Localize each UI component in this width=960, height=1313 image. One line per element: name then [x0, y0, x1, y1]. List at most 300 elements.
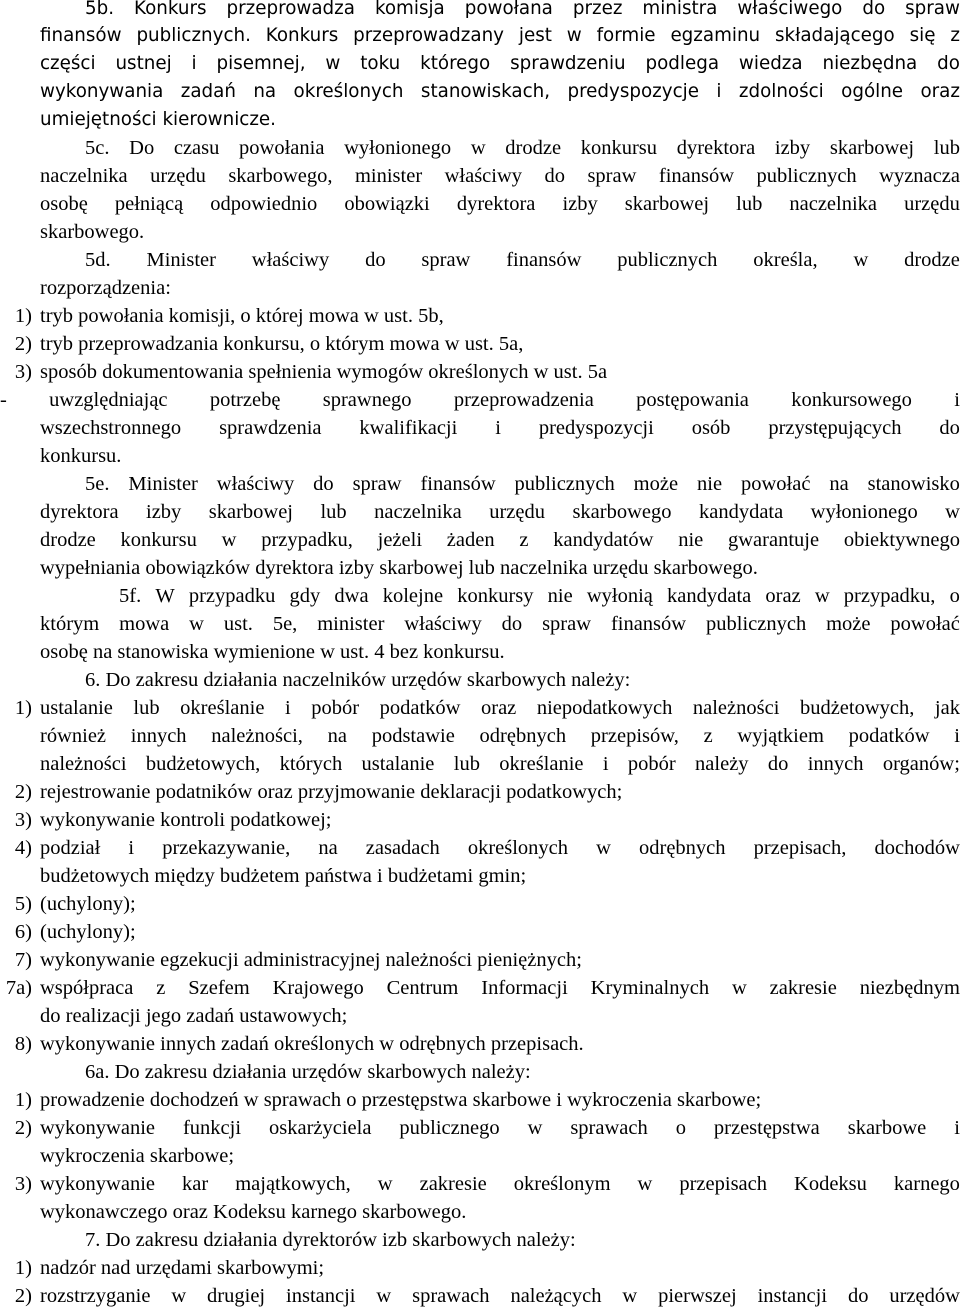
list-number: 3): [14, 361, 32, 383]
word: w: [853, 249, 869, 271]
word: wyłonionego: [344, 137, 452, 159]
text-line: wykroczenia skarbowe;: [40, 1145, 235, 1167]
text-line: tryb powołania komisji, o której mowa w ust. 5b,: [40, 305, 444, 327]
list-number: 2): [14, 1285, 32, 1307]
word: pisemnej,: [216, 53, 306, 74]
word: i: [284, 697, 291, 719]
word: wyjątkiem: [737, 725, 824, 747]
word: finansów: [420, 473, 496, 495]
word: -: [0, 389, 7, 411]
word: izby: [774, 137, 811, 159]
word: należności,: [211, 725, 303, 747]
word: powołana: [464, 0, 553, 19]
word: może: [633, 473, 679, 495]
word: w: [596, 837, 611, 859]
text-line: [40, 750, 960, 778]
list-number: 2): [14, 1117, 32, 1139]
text-line: rozporządzenia:: [40, 277, 171, 299]
word: ogólne: [841, 81, 904, 102]
text-line: [119, 582, 960, 610]
word: formie: [596, 25, 656, 46]
word: właściwego: [737, 0, 843, 19]
word: Kryminalnych: [590, 977, 710, 999]
word: pierwszej: [658, 1285, 737, 1307]
word: sprawach: [570, 1117, 648, 1139]
word: sprawdzenia: [219, 417, 322, 439]
word: egzaminu: [670, 25, 761, 46]
word: określa,: [753, 249, 818, 271]
word: innych: [807, 753, 864, 775]
word: do: [847, 1285, 869, 1307]
word: Krajowego: [272, 977, 364, 999]
word: skarbowej: [829, 137, 915, 159]
word: których: [279, 753, 343, 775]
word: do: [939, 417, 960, 439]
word: instancji: [286, 1285, 356, 1307]
word: spraw: [352, 473, 402, 495]
word: w: [470, 137, 486, 159]
word: gwarantuje: [728, 529, 820, 551]
word: wiedza: [738, 53, 803, 74]
word: oraz: [481, 697, 517, 719]
word: przystępujących: [768, 417, 902, 439]
word: kandydata: [667, 585, 752, 607]
word: zadań: [180, 81, 236, 102]
word: z: [156, 977, 166, 999]
text-line: [40, 1170, 960, 1198]
word: określonym: [513, 1173, 611, 1195]
word: do: [862, 0, 886, 19]
text-line: [40, 190, 960, 218]
word: odrębnych: [479, 725, 567, 747]
list-number: 6): [14, 921, 32, 943]
word: ustnej: [115, 53, 172, 74]
word: przypadku: [188, 585, 276, 607]
text-line: [40, 78, 960, 106]
word: należności: [40, 753, 127, 775]
word: lub: [133, 697, 160, 719]
word: finansów: [506, 249, 582, 271]
text-line: osobę na stanowiska wymienione w ust. 4 bez konkursu.: [40, 641, 505, 663]
word: naczelnika: [374, 501, 462, 523]
word: i: [954, 1117, 960, 1139]
word: przeprowadza: [226, 0, 355, 19]
text-line: 6. Do zakresu działania naczelników urzędów skarbowych należy:: [85, 669, 631, 691]
word: nie: [678, 529, 704, 551]
word: gdy: [289, 585, 321, 607]
word: odpowiednio: [210, 193, 318, 215]
word: wykonywania: [40, 81, 164, 102]
word: pobór: [311, 697, 360, 719]
word: obiektywnego: [843, 529, 960, 551]
word: osobę: [40, 193, 88, 215]
word: przekazywanie,: [162, 837, 291, 859]
word: części: [40, 53, 96, 74]
list-number: 7): [14, 949, 32, 971]
word: zdolności: [738, 81, 824, 102]
text-line: sposób dokumentowania spełnienia wymogów określonych w ust. 5a: [40, 361, 608, 383]
word: 5e.: [85, 473, 110, 495]
word: W: [155, 585, 175, 607]
word: stanowisko: [867, 473, 960, 495]
text-line: [40, 694, 960, 722]
word: nie: [697, 473, 723, 495]
text-line: [85, 246, 960, 274]
text-line: umiejętności kierownicze.: [40, 109, 276, 130]
word: publicznych: [706, 613, 807, 635]
text-line: nadzór nad urzędami skarbowymi;: [40, 1257, 325, 1279]
list-number: 1): [14, 1089, 32, 1111]
word: kolejne: [382, 585, 444, 607]
word: odrębnych: [639, 837, 726, 859]
list-number: 4): [14, 837, 32, 859]
word: się: [909, 25, 936, 46]
word: i: [954, 725, 960, 747]
word: w: [814, 585, 830, 607]
word: właściwy: [216, 473, 295, 495]
word: budżetowych,: [145, 753, 261, 775]
word: dyrektora: [456, 193, 536, 215]
word: do: [313, 473, 334, 495]
word: w: [221, 529, 237, 551]
word: urzędu: [150, 165, 206, 187]
word: obowiązki: [344, 193, 430, 215]
word: zasadach: [365, 837, 440, 859]
word: składającego: [775, 25, 895, 46]
word: określanie: [180, 697, 265, 719]
word: oraz: [920, 81, 960, 102]
word: drodze: [40, 529, 96, 551]
word: powołać: [740, 473, 811, 495]
word: urzędów: [889, 1285, 960, 1307]
text-line: [40, 414, 960, 442]
word: kar: [182, 1173, 209, 1195]
word: konkursu: [580, 137, 658, 159]
text-line: 7. Do zakresu działania dyrektorów izb skarbowych należy:: [85, 1229, 576, 1251]
list-number: 1): [14, 1257, 32, 1279]
word: dochodów: [874, 837, 960, 859]
word: kandydatów: [553, 529, 654, 551]
word: podatków: [379, 697, 461, 719]
word: również: [40, 725, 107, 747]
text-line: [40, 834, 960, 862]
word: Szefem: [188, 977, 250, 999]
word: powołania: [239, 137, 325, 159]
word: konkursy: [457, 585, 534, 607]
word: w: [637, 1173, 653, 1195]
word: przepisach,: [753, 837, 847, 859]
word: niezbędna: [822, 53, 918, 74]
word: Do: [129, 137, 155, 159]
word: lub: [933, 137, 960, 159]
word: i: [495, 417, 501, 439]
word: postępowania: [636, 389, 749, 411]
word: kandydata: [698, 501, 784, 523]
text-line: [40, 1282, 960, 1310]
word: minister: [354, 165, 423, 187]
word: jak: [934, 697, 960, 719]
text-line: wykonywanie egzekucji administracyjnej należności pieniężnych;: [40, 949, 582, 971]
word: na: [327, 725, 347, 747]
text-line: (uchylony);: [40, 893, 136, 915]
list-number: 2): [14, 333, 32, 355]
word: przeprowadzenia: [453, 389, 594, 411]
word: w: [622, 1285, 638, 1307]
word: pełniącą: [114, 193, 184, 215]
word: spraw: [421, 249, 471, 271]
word: w: [377, 1173, 393, 1195]
word: określonych: [293, 81, 404, 102]
word: niepodatkowych: [536, 697, 673, 719]
word: jest: [518, 25, 552, 46]
word: do: [365, 249, 386, 271]
word: minister: [317, 613, 385, 635]
word: kwalifikacji: [359, 417, 458, 439]
list-number: 3): [14, 809, 32, 831]
word: w: [376, 1285, 392, 1307]
text-line: [40, 162, 960, 190]
text-line: budżetowych między budżetem państwa i budżetami gmin;: [40, 865, 527, 887]
word: Informacji: [481, 977, 568, 999]
word: o: [675, 1117, 686, 1139]
word: majątkowych,: [235, 1173, 351, 1195]
word: w: [325, 53, 341, 74]
word: wykonywanie: [40, 1173, 156, 1195]
word: z: [519, 529, 529, 551]
text-line: [40, 50, 960, 78]
word: 5d.: [85, 249, 111, 271]
word: należności: [692, 697, 780, 719]
word: skarbowej: [208, 501, 294, 523]
word: zakresie: [769, 977, 837, 999]
word: w: [945, 501, 960, 523]
list-number: 1): [14, 305, 32, 327]
word: powołać: [890, 613, 960, 635]
word: przestępstwa: [713, 1117, 820, 1139]
word: wszechstronnego: [40, 417, 182, 439]
word: karnego: [893, 1173, 960, 1195]
word: zakresie: [419, 1173, 487, 1195]
text-line: [0, 386, 960, 414]
word: określonych: [467, 837, 569, 859]
word: dwa: [334, 585, 369, 607]
word: konkursu: [120, 529, 197, 551]
word: predyspozycji: [538, 417, 654, 439]
word: publicznego: [399, 1117, 500, 1139]
word: komisja: [374, 0, 445, 19]
word: urzędu: [489, 501, 545, 523]
text-line: [40, 722, 960, 750]
text-line: [40, 526, 960, 554]
word: urzędu: [904, 193, 960, 215]
word: do: [544, 165, 565, 187]
text-line: [85, 0, 960, 23]
word: naczelnika: [40, 165, 128, 187]
word: publicznych: [514, 473, 615, 495]
word: rozstrzyganie: [40, 1285, 151, 1307]
word: niezbędnym: [859, 977, 960, 999]
word: współpraca: [40, 977, 134, 999]
word: spraw: [587, 165, 637, 187]
word: nie: [547, 585, 573, 607]
word: którego: [420, 53, 491, 74]
word: oskarżyciela: [269, 1117, 372, 1139]
list-number: 8): [14, 1033, 32, 1055]
word: przez: [572, 0, 623, 19]
word: podział: [40, 837, 101, 859]
text-line: tryb przeprowadzania konkursu, o którym mowa w ust. 5a,: [40, 333, 524, 355]
word: którym: [40, 613, 100, 635]
word: w: [171, 1285, 187, 1307]
word: podstawie: [371, 725, 455, 747]
word: publicznych: [617, 249, 718, 271]
word: skarbowe: [847, 1117, 927, 1139]
word: publicznych.: [136, 25, 251, 46]
list-number: 7a): [5, 977, 32, 999]
word: z: [703, 725, 713, 747]
word: skarbowej: [624, 193, 710, 215]
word: w: [189, 613, 204, 635]
word: 5f.: [119, 585, 142, 607]
word: drodze: [505, 137, 562, 159]
word: spraw: [542, 613, 592, 635]
word: potrzebę: [209, 389, 281, 411]
word: należy: [695, 753, 749, 775]
word: instancji: [757, 1285, 828, 1307]
text-line: [40, 22, 960, 50]
word: do: [501, 613, 523, 635]
word: publicznych: [756, 165, 857, 187]
list-number: 3): [14, 1173, 32, 1195]
word: czasu: [173, 137, 220, 159]
word: Konkurs: [134, 0, 207, 19]
word: ustalanie: [40, 697, 113, 719]
word: ministra: [642, 0, 718, 19]
word: 5b.: [85, 0, 115, 19]
text-line: wykonywanie innych zadań określonych w odrębnych przepisach.: [40, 1033, 584, 1055]
word: Centrum: [386, 977, 459, 999]
word: sprawach: [412, 1285, 490, 1307]
word: oraz: [765, 585, 801, 607]
word: spraw: [905, 0, 960, 19]
word: konkursowego: [791, 389, 912, 411]
word: i: [602, 753, 609, 775]
word: z: [950, 25, 960, 46]
word: na: [318, 837, 338, 859]
word: funkcji: [182, 1117, 242, 1139]
word: wyłonionego: [810, 501, 918, 523]
word: dyrektora: [40, 501, 119, 523]
word: sprawdzeniu: [510, 53, 626, 74]
word: toku: [360, 53, 401, 74]
text-line: [40, 498, 960, 526]
word: przypadku,: [843, 585, 936, 607]
word: do: [937, 53, 960, 74]
word: skarbowego: [572, 501, 672, 523]
list-number: 5): [14, 893, 32, 915]
word: finansów: [610, 613, 687, 635]
word: Konkurs: [265, 25, 339, 46]
word: przypadku,: [261, 529, 353, 551]
word: naczelnika: [789, 193, 878, 215]
word: lub: [320, 501, 347, 523]
word: podlega: [645, 53, 720, 74]
text-line: wypełniania obowiązków dyrektora izby skarbowej lub naczelnika urzędu skarbowego.: [40, 557, 758, 579]
list-number: 1): [14, 697, 32, 719]
word: Kodeksu: [794, 1173, 867, 1195]
word: właściwy: [404, 613, 482, 635]
word: drugiej: [207, 1285, 266, 1307]
word: na: [253, 81, 277, 102]
text-line: 6a. Do zakresu działania urzędów skarbowych należy:: [85, 1061, 531, 1083]
word: budżetowych,: [799, 697, 915, 719]
word: do: [767, 753, 789, 775]
text-line: [85, 470, 960, 498]
word: w: [566, 25, 582, 46]
word: w: [731, 977, 747, 999]
word: sprawnego: [322, 389, 412, 411]
word: na: [829, 473, 849, 495]
word: w: [527, 1117, 543, 1139]
word: przepisach: [679, 1173, 768, 1195]
word: mowa: [119, 613, 170, 635]
word: drodze: [904, 249, 960, 271]
word: stanowiskach,: [420, 81, 551, 102]
word: lub: [453, 753, 480, 775]
word: dyrektora: [676, 137, 756, 159]
word: predyspozycje: [567, 81, 699, 102]
word: Minister: [146, 249, 216, 271]
word: i: [716, 81, 722, 102]
text-line: [40, 610, 960, 638]
word: żaden: [446, 529, 495, 551]
word: należących: [510, 1285, 602, 1307]
word: przeprowadzany: [353, 25, 504, 46]
text-line: do realizacji jego zadań ustawowych;: [40, 1005, 348, 1027]
word: 5c.: [85, 137, 110, 159]
word: ustalanie: [361, 753, 435, 775]
text-line: rejestrowanie podatników oraz przyjmowanie deklaracji podatkowych;: [40, 781, 623, 803]
word: finansów: [40, 25, 122, 46]
word: właściwy: [444, 165, 523, 187]
text-line: (uchylony);: [40, 921, 136, 943]
word: pobór: [627, 753, 676, 775]
word: finansów: [658, 165, 735, 187]
word: o: [949, 585, 960, 607]
word: podatków: [848, 725, 930, 747]
word: i: [128, 837, 135, 859]
word: wyłonią: [586, 585, 653, 607]
text-line: wykonawczego oraz Kodeksu karnego skarbowego.: [40, 1201, 467, 1223]
word: może: [826, 613, 871, 635]
word: izby: [562, 193, 598, 215]
word: organów;: [882, 753, 960, 775]
word: lub: [736, 193, 763, 215]
word: ust.: [223, 613, 253, 635]
word: i: [954, 389, 960, 411]
text-line: [40, 974, 960, 1002]
word: skarbowego,: [228, 165, 333, 187]
word: innych: [130, 725, 187, 747]
word: i: [191, 53, 197, 74]
word: określanie: [499, 753, 584, 775]
word: uwzględniając: [49, 389, 168, 411]
word: izby: [146, 501, 182, 523]
list-number: 2): [14, 781, 32, 803]
word: 5e,: [272, 613, 298, 635]
text-line: [85, 134, 960, 162]
text-line: prowadzenie dochodzeń w sprawach o przestępstwa skarbowe i wykroczenia skarbowe;: [40, 1089, 762, 1111]
